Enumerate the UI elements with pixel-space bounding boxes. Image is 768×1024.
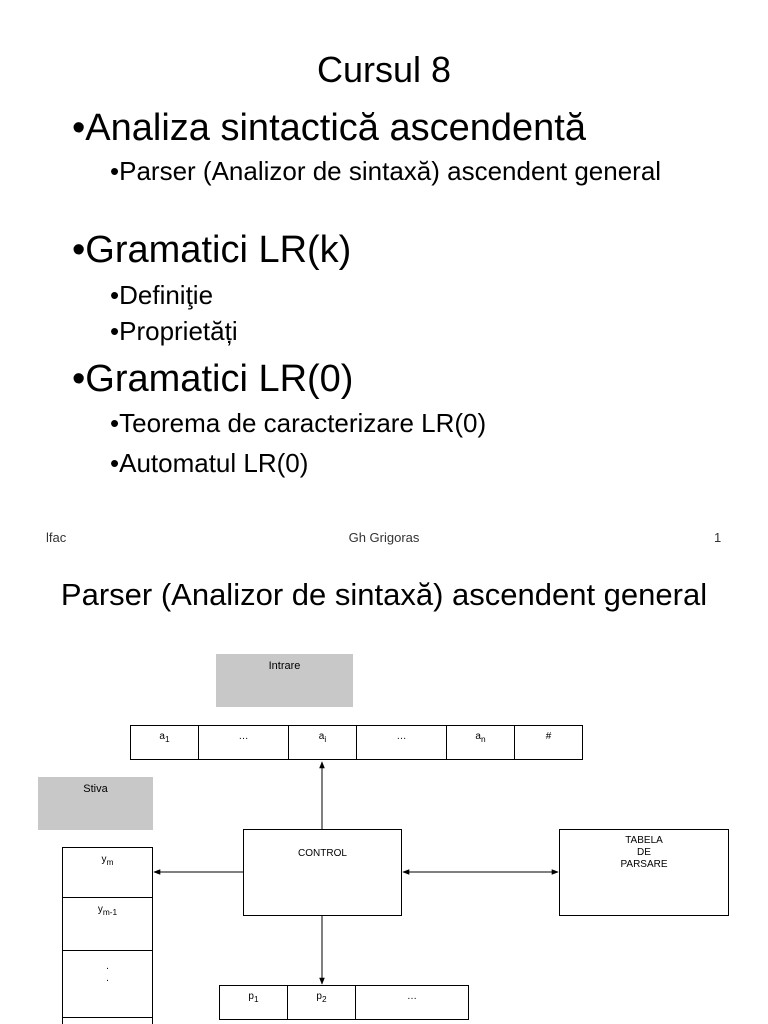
slide-title: Cursul 8 [316, 49, 452, 90]
input-cell: … [199, 726, 289, 759]
stack-cell: . . [63, 951, 152, 1018]
diagram-title: Parser (Analizor de sintaxă) ascendent general [60, 577, 708, 612]
output-cell: … [407, 991, 417, 1002]
footer-page-number: 1 [714, 530, 722, 545]
input-label: Intrare [268, 660, 301, 672]
control-label: CONTROL [298, 848, 347, 859]
stack-cell: $y_m$ [63, 848, 152, 898]
output-cell: $p_1$ [220, 986, 288, 1019]
sub-bullet-general-parser: •Parser (Analizor de sintaxă) ascendent general [110, 156, 662, 186]
stack-label: Stiva [83, 783, 108, 795]
input-cell: $a_n$ [447, 726, 515, 759]
sub-bullet-lr0-automaton: •Automatul LR(0) [110, 448, 309, 478]
parsing-table-label: TABELA DE PARSARE [620, 835, 668, 870]
bullet-bottom-up-analysis: •Analiza sintactică ascendentă [72, 107, 586, 149]
input-cell: … [357, 726, 447, 759]
input-cell: $a_1$ [131, 726, 199, 759]
sub-bullet-properties: •Proprietăți [110, 316, 238, 346]
input-cell: # [545, 731, 552, 742]
bullet-lr0-grammars: •Gramatici LR(0) [72, 358, 354, 400]
bullet-lrk-grammars: •Gramatici LR(k) [72, 229, 352, 271]
footer-author: Gh Grigoras [348, 530, 420, 545]
stack-cell: $y_{m-1}$ [63, 898, 152, 951]
input-cell: $a_i$ [289, 726, 357, 759]
sub-bullet-definition: •Definiţie [110, 280, 214, 310]
footer-left: lfac [46, 530, 67, 545]
sub-bullet-lr0-theorem: •Teorema de caracterizare LR(0) [110, 408, 487, 438]
output-cell: $p_2$ [288, 986, 356, 1019]
